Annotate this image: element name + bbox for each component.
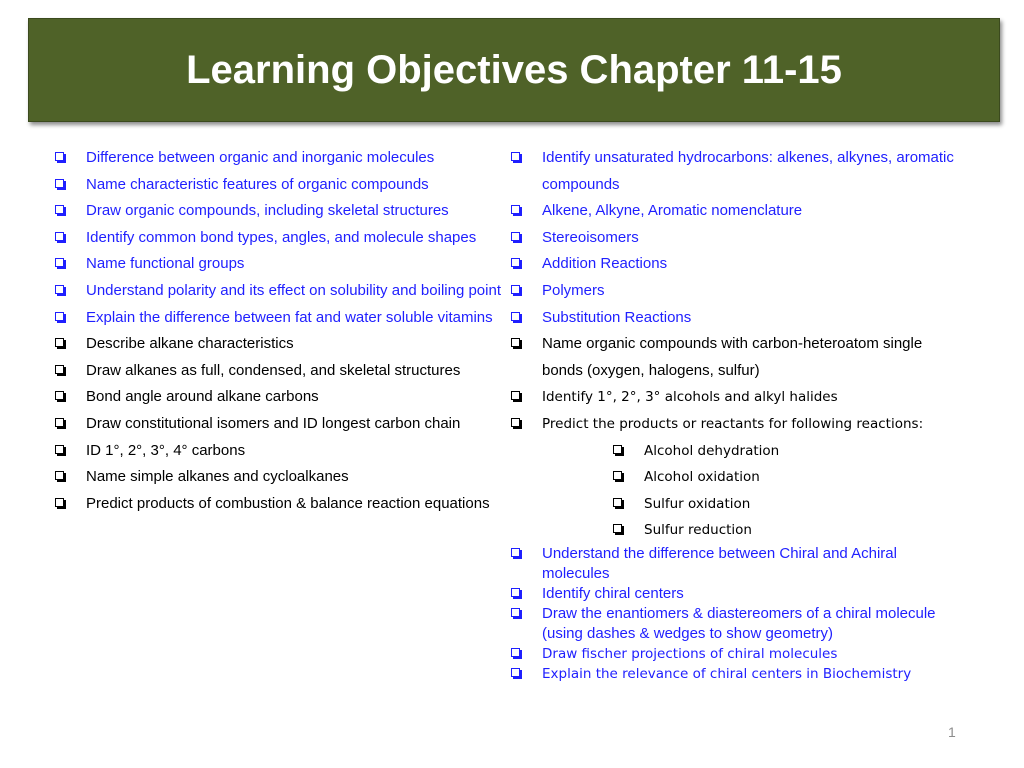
list-item: Alkene, Alkyne, Aromatic nomenclature	[508, 198, 958, 225]
list-item: Alcohol dehydration	[610, 438, 958, 465]
list-item: Predict products of combustion & balance reaction equations	[52, 491, 502, 518]
list-item: Draw constitutional isomers and ID longest carbon chain	[52, 411, 502, 438]
checkbox-bullet-icon	[511, 285, 520, 294]
list-item: Draw the enantiomers & diastereomers of a chiral molecule (using dashes & wedges to show geometry)	[508, 604, 958, 644]
checkbox-bullet-icon	[511, 338, 520, 347]
list-item: Describe alkane characteristics	[52, 331, 502, 358]
checkbox-bullet-icon	[55, 338, 64, 347]
checkbox-bullet-icon	[511, 668, 520, 677]
checkbox-bullet-icon	[55, 258, 64, 267]
list-item: Identify chiral centers	[508, 584, 958, 604]
list-item: Polymers	[508, 278, 958, 305]
checkbox-bullet-icon	[613, 498, 622, 507]
slide-title: Learning Objectives Chapter 11-15	[186, 47, 842, 92]
list-item: Bond angle around alkane carbons	[52, 384, 502, 411]
list-item: Sulfur reduction	[610, 517, 958, 544]
checkbox-bullet-icon	[613, 471, 622, 480]
list-item: Explain the relevance of chiral centers in Biochemistry	[508, 664, 958, 684]
checkbox-bullet-icon	[511, 418, 520, 427]
checkbox-bullet-icon	[55, 232, 64, 241]
checkbox-bullet-icon	[55, 498, 64, 507]
checkbox-bullet-icon	[511, 232, 520, 241]
list-item: Stereoisomers	[508, 225, 958, 252]
checkbox-bullet-icon	[55, 445, 64, 454]
list-item: Addition Reactions	[508, 251, 958, 278]
checkbox-bullet-icon	[55, 471, 64, 480]
list-item: Predict the products or reactants for following reactions:	[508, 411, 958, 438]
list-item: Draw organic compounds, including skeletal structures	[52, 198, 502, 225]
checkbox-bullet-icon	[613, 524, 622, 533]
checkbox-bullet-icon	[613, 445, 622, 454]
checkbox-bullet-icon	[511, 205, 520, 214]
checkbox-bullet-icon	[55, 152, 64, 161]
title-bar	[28, 18, 1000, 122]
list-item: Identify 1°, 2°, 3° alcohols and alkyl halides	[508, 384, 958, 411]
checkbox-bullet-icon	[55, 205, 64, 214]
list-item: Understand the difference between Chiral and Achiral molecules	[508, 544, 958, 584]
list-item: Sulfur oxidation	[610, 491, 958, 518]
checkbox-bullet-icon	[55, 418, 64, 427]
checkbox-bullet-icon	[55, 179, 64, 188]
list-item: Name organic compounds with carbon-heteroatom single bonds (oxygen, halogens, sulfur)	[508, 331, 958, 384]
list-item: ID 1°, 2°, 3°, 4° carbons	[52, 438, 502, 465]
list-item: Alcohol oxidation	[610, 464, 958, 491]
checkbox-bullet-icon	[511, 548, 520, 557]
checkbox-bullet-icon	[511, 588, 520, 597]
checkbox-bullet-icon	[511, 312, 520, 321]
checkbox-bullet-icon	[511, 648, 520, 657]
checkbox-bullet-icon	[55, 391, 64, 400]
list-item: Identify unsaturated hydrocarbons: alkenes, alkynes, aromatic compounds	[508, 145, 958, 198]
list-item: Understand polarity and its effect on solubility and boiling point	[52, 278, 502, 305]
list-item: Name simple alkanes and cycloalkanes	[52, 464, 502, 491]
list-item: Draw fischer projections of chiral molecules	[508, 644, 958, 664]
list-item: Draw alkanes as full, condensed, and skeletal structures	[52, 358, 502, 385]
list-item: Substitution Reactions	[508, 305, 958, 332]
right-objectives-list	[508, 145, 958, 684]
checkbox-bullet-icon	[511, 152, 520, 161]
checkbox-bullet-icon	[55, 312, 64, 321]
page-number: 1	[948, 724, 956, 740]
list-item: Name characteristic features of organic compounds	[52, 172, 502, 199]
list-item: Name functional groups	[52, 251, 502, 278]
list-item: Identify common bond types, angles, and molecule shapes	[52, 225, 502, 252]
checkbox-bullet-icon	[511, 391, 520, 400]
checkbox-bullet-icon	[511, 258, 520, 267]
left-objectives-list	[52, 145, 502, 517]
checkbox-bullet-icon	[55, 285, 64, 294]
list-item: Difference between organic and inorganic molecules	[52, 145, 502, 172]
checkbox-bullet-icon	[55, 365, 64, 374]
list-item: Explain the difference between fat and water soluble vitamins	[52, 305, 502, 332]
checkbox-bullet-icon	[511, 608, 520, 617]
